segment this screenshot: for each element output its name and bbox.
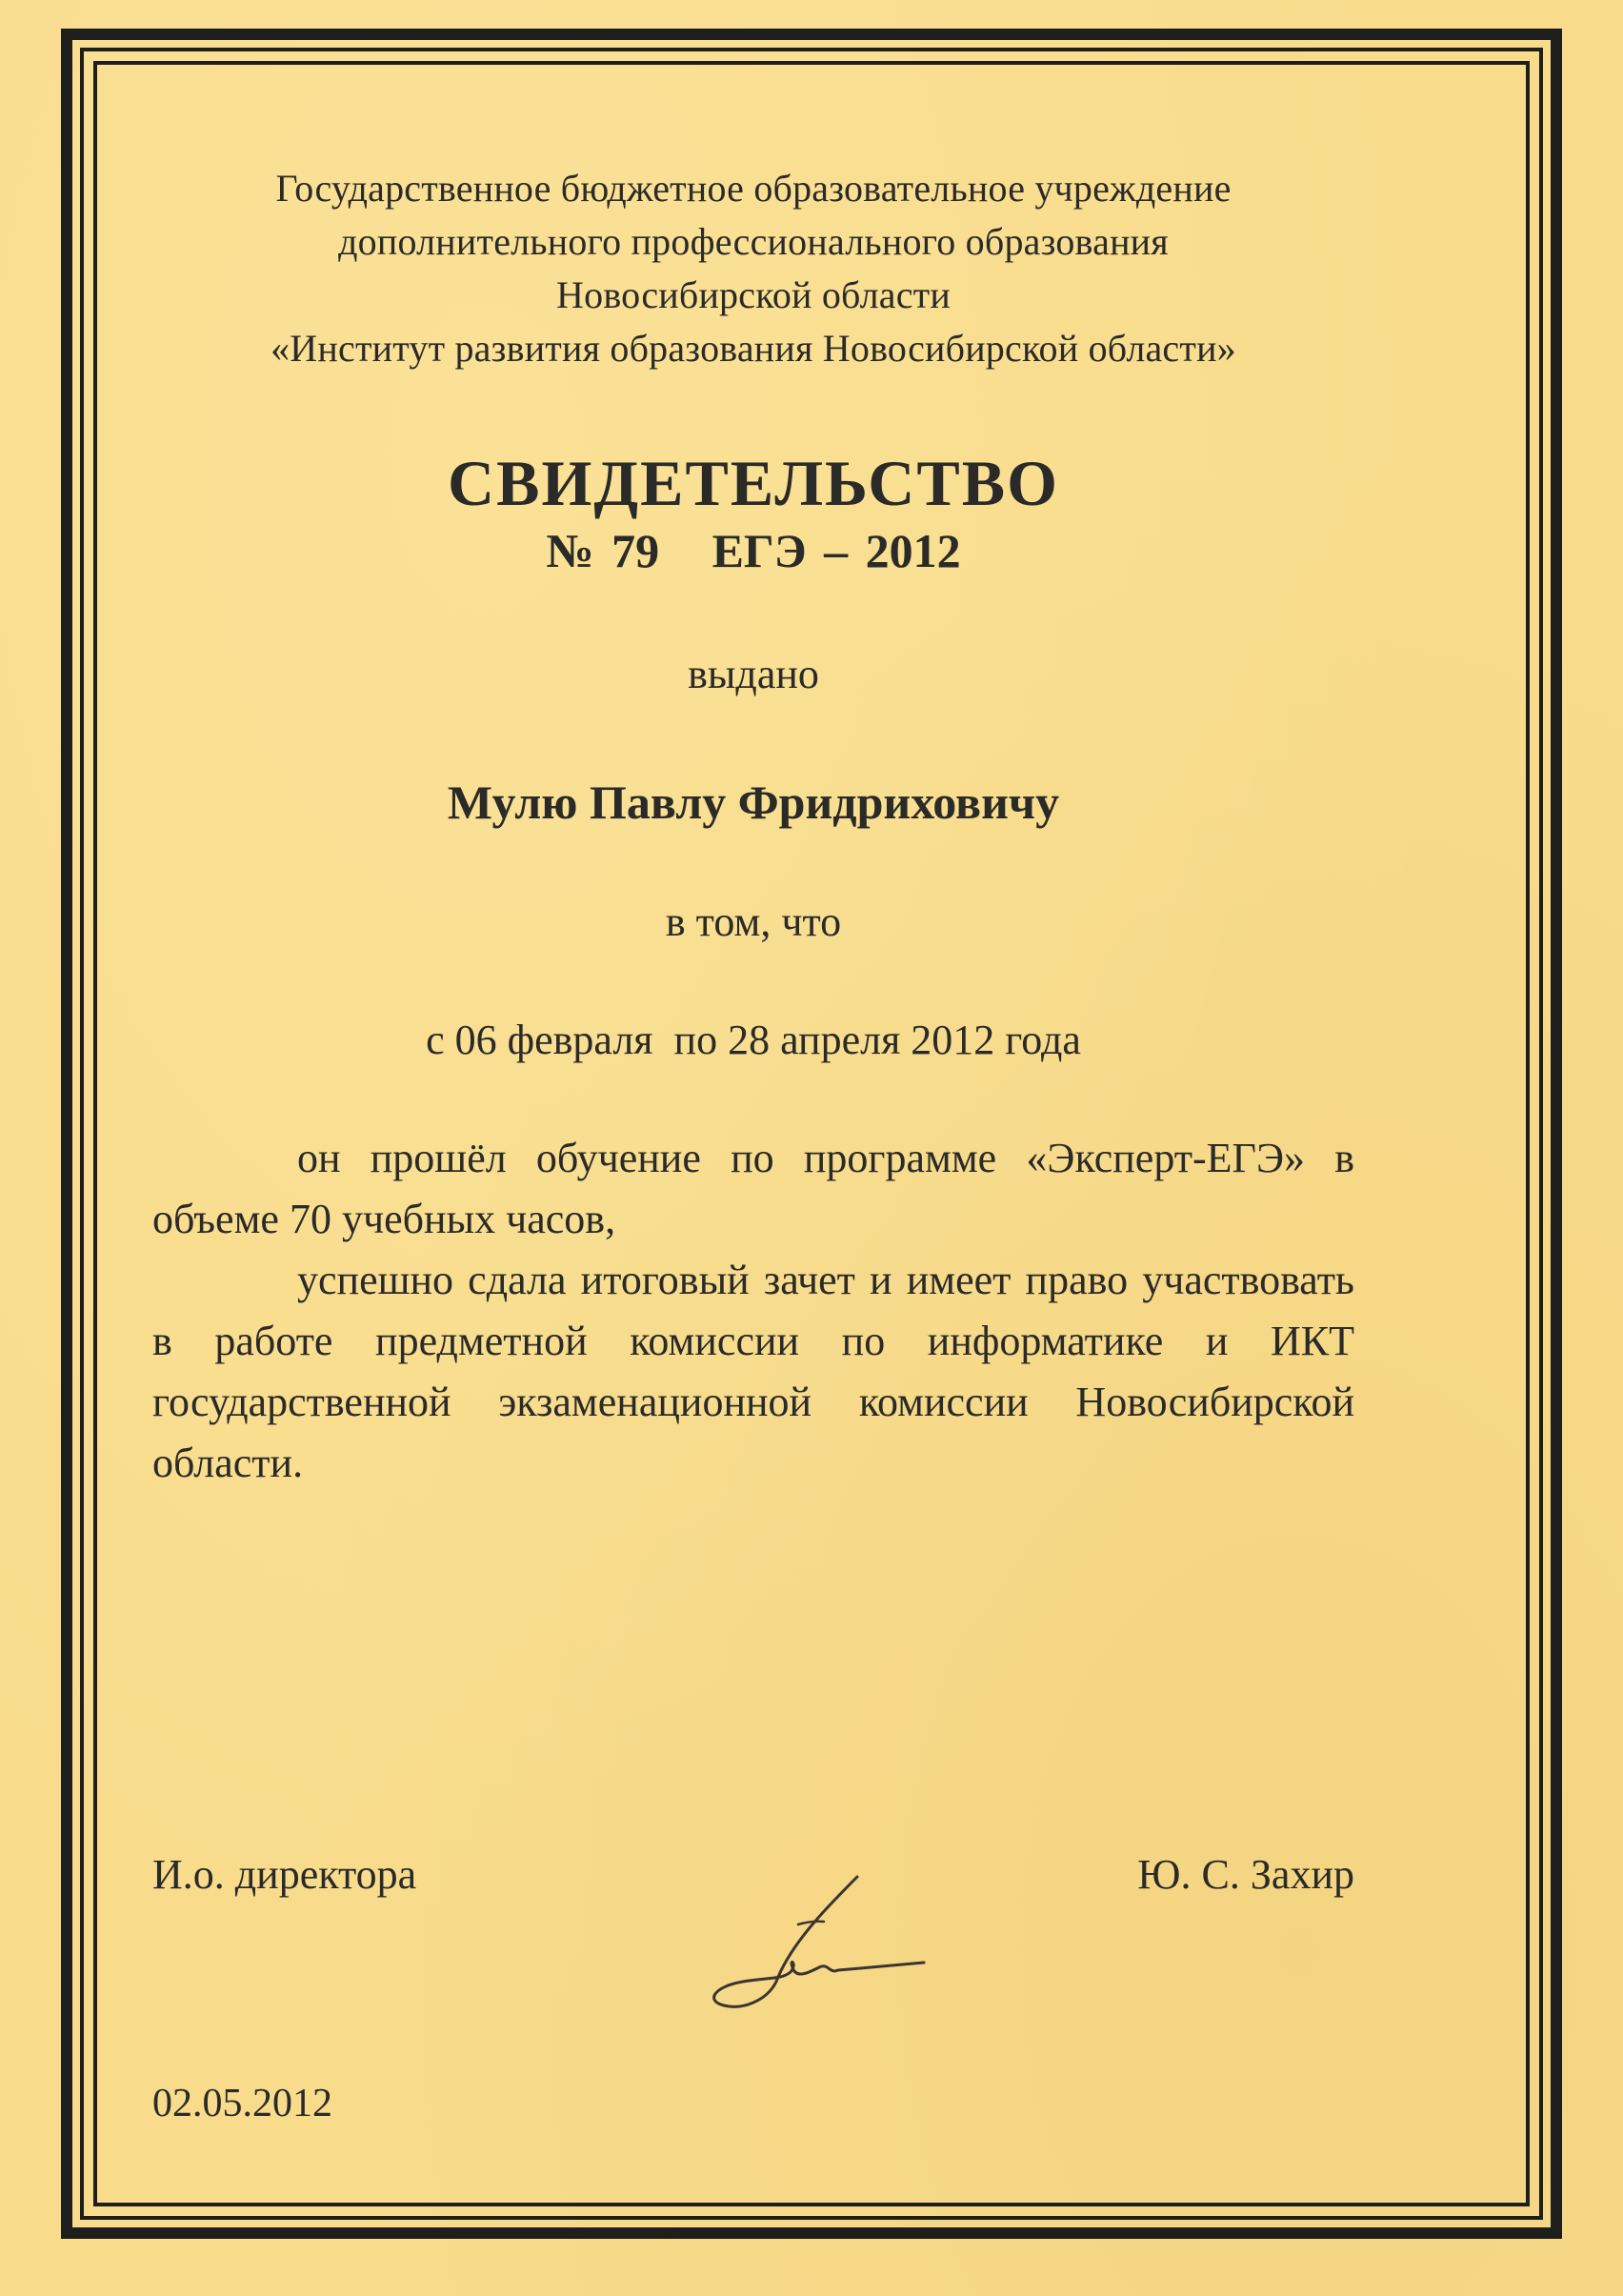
signatory-name: Ю. С. Захир <box>1137 1851 1354 1898</box>
certificate-body <box>152 1128 1354 1494</box>
issue-date: 02.05.2012 <box>152 2082 332 2125</box>
recipient-name: Мулю Павлу Фридриховичу <box>447 775 1060 829</box>
organization-line-2: дополнительного профессионального образования <box>338 220 1169 263</box>
body-paragraph-1: он прошёл обучение по программе «Эксперт-ЕГЭ» в объеме 70 учебных часов, <box>152 1135 1354 1242</box>
certificate-content <box>152 162 1354 1494</box>
organization-line-1: Государственное бюджетное образовательное учреждение <box>275 167 1232 210</box>
that-label: в том, что <box>665 898 842 945</box>
organization-header <box>152 162 1354 375</box>
training-period: с 06 февраля по 28 апреля 2012 года <box>426 1017 1081 1063</box>
issued-label: выдано <box>688 651 819 697</box>
organization-line-4: «Институт развития образования Новосибирской области» <box>270 327 1236 370</box>
handwritten-signature <box>686 1867 933 2020</box>
certificate-number: № 79 ЕГЭ – 2012 <box>546 524 961 577</box>
signatory-position: И.о. директора <box>152 1851 417 1898</box>
certificate-title: СВИДЕТЕЛЬСТВО <box>448 447 1059 519</box>
body-paragraph-2: успешно сдала итоговый зачет и имеет право участвовать в работе предметной комиссии по информатике и ИКТ государственной экзаменационной комиссии Новосибирской области. <box>152 1257 1354 1486</box>
organization-line-3: Новосибирской области <box>556 273 951 316</box>
